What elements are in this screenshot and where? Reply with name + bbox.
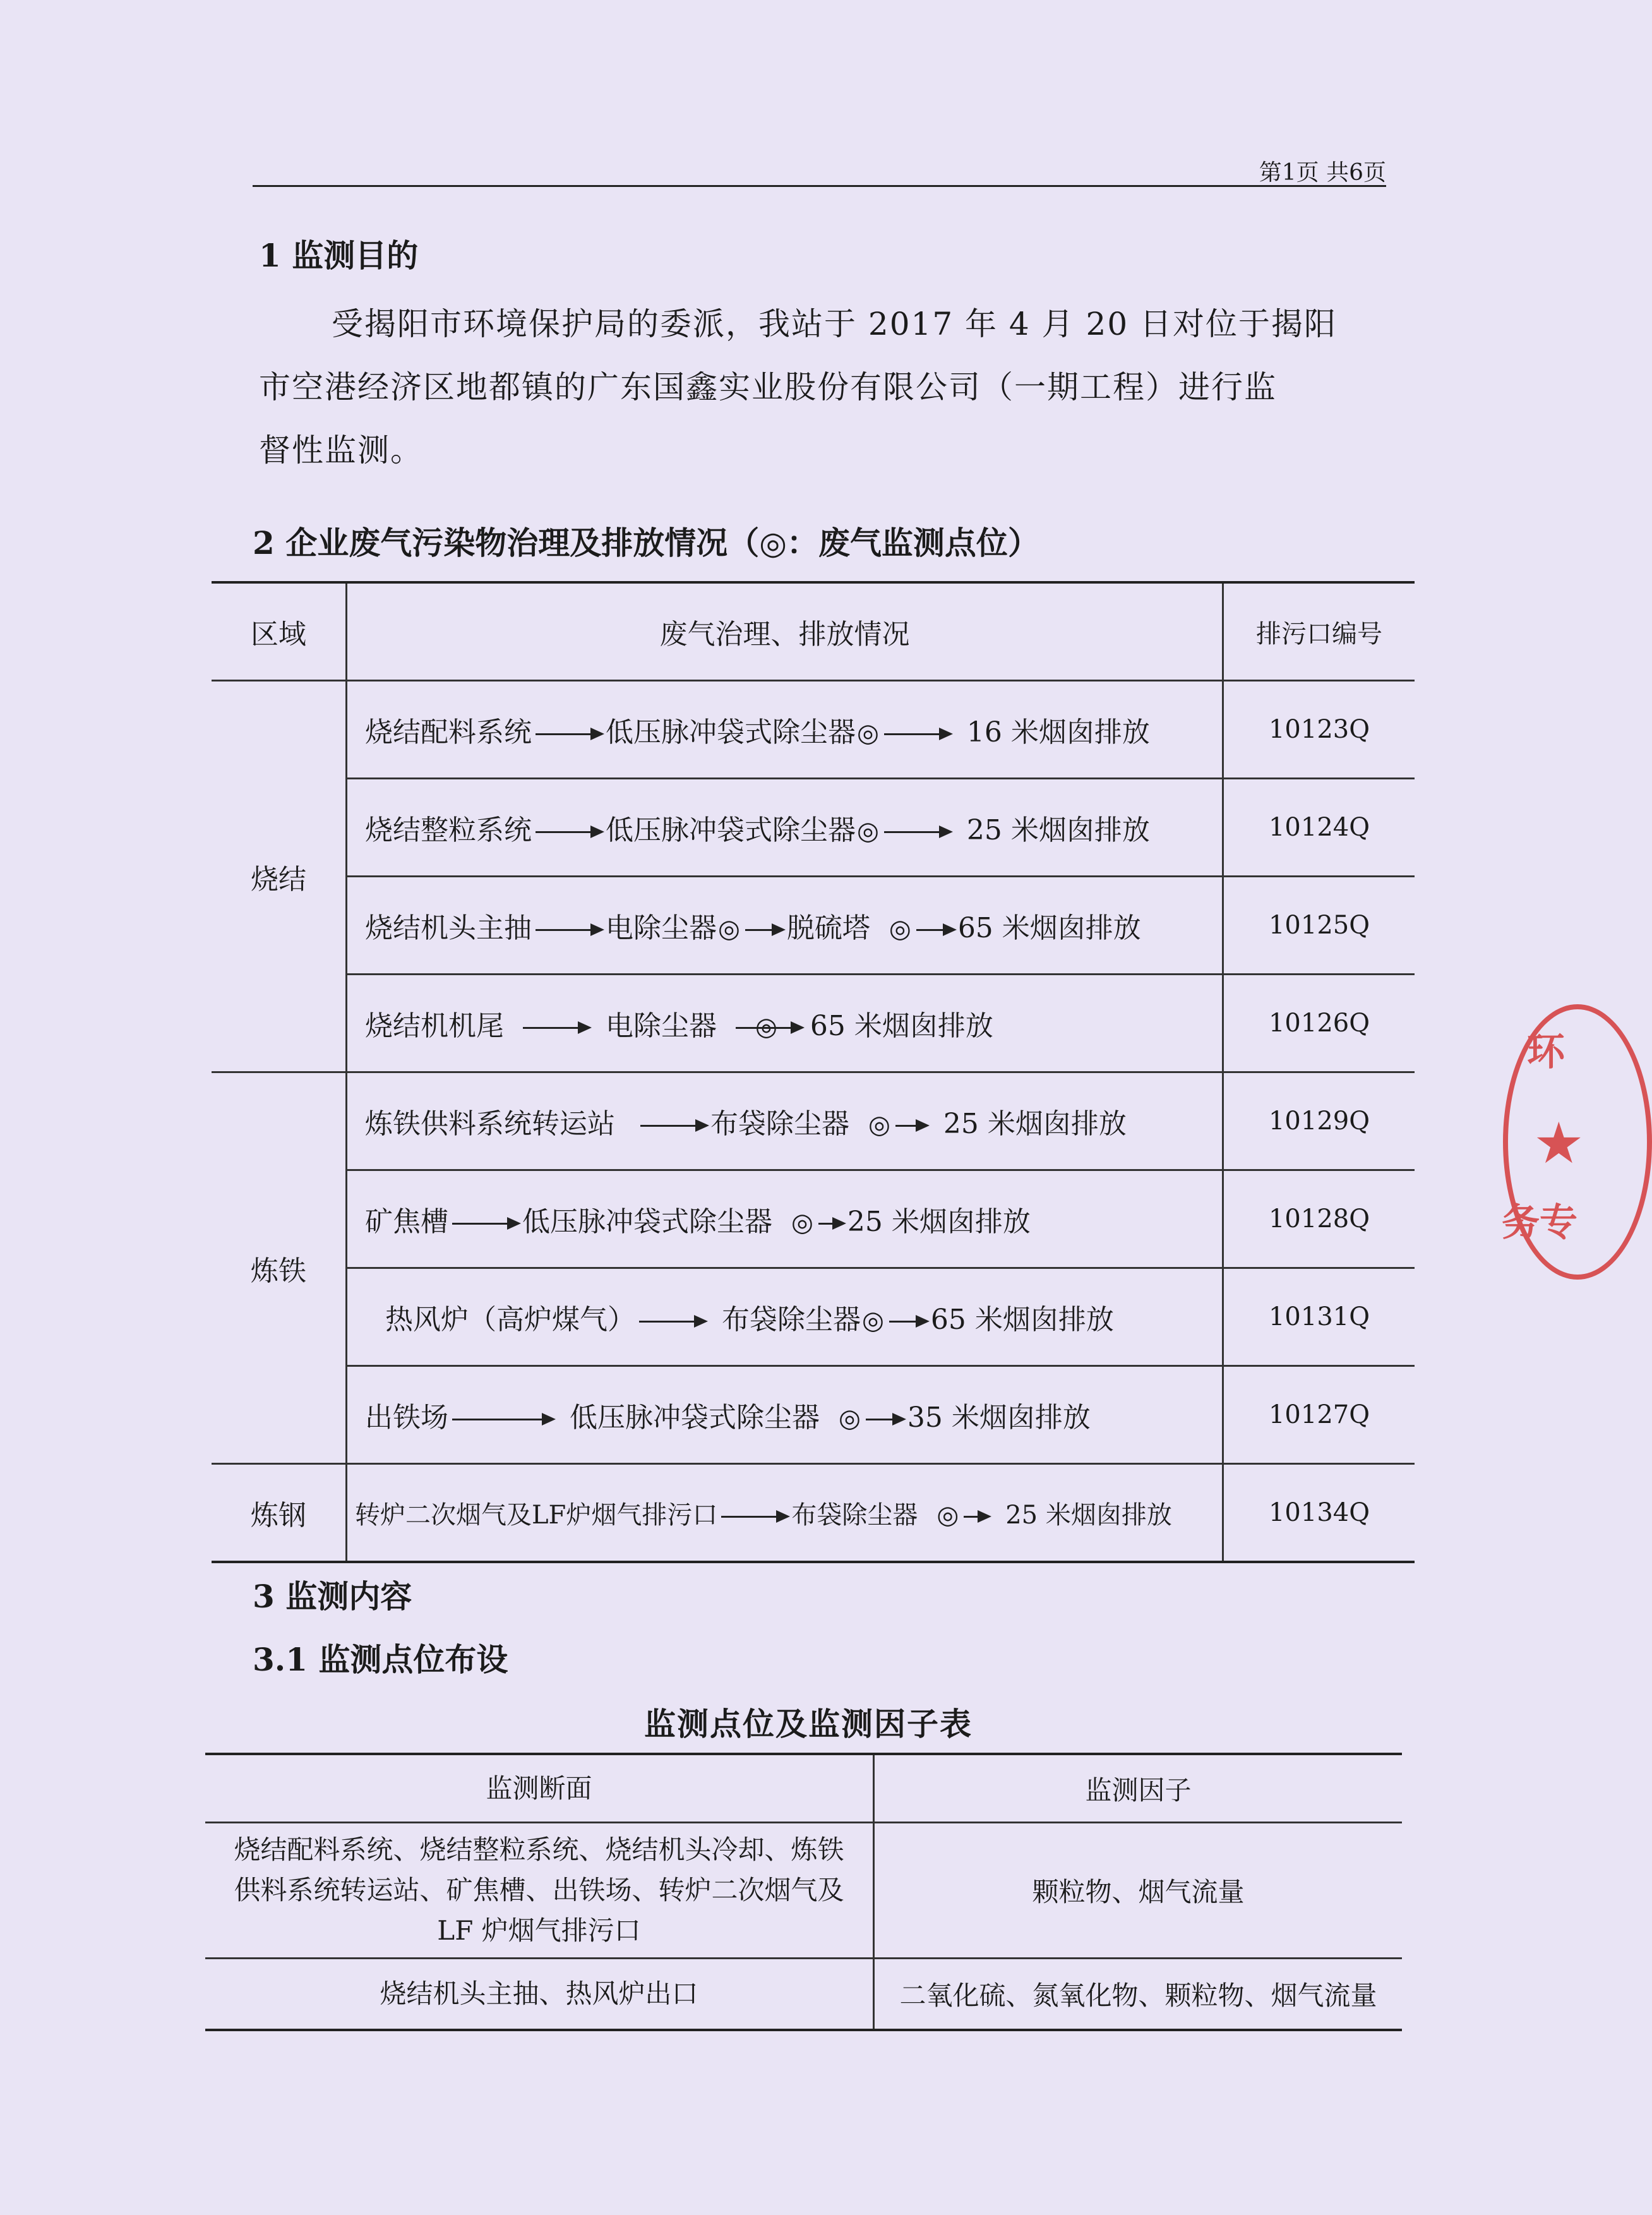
emission-table (212, 581, 1415, 1563)
paragraph-line: 受揭阳市环境保护局的委派，我站于 2017 年 4 月 20 日对位于揭阳 (332, 306, 1338, 342)
paragraph-line: 市空港经济区地都镇的广东国鑫实业股份有限公司（一期工程）进行监 (259, 369, 1277, 405)
code-cell: 10131Q (1223, 1268, 1415, 1366)
treatment-label: 布袋除尘器 (722, 1304, 861, 1336)
section3-heading: 3 监测内容 (253, 1578, 412, 1615)
factors-cell: 二氧化硫、氮氧化物、颗粒物、烟气流量 (874, 1959, 1403, 2031)
arrow-icon (916, 929, 954, 931)
cell-line: LF 炉烟气排污口 (437, 1915, 641, 1946)
table-header-row (205, 1754, 1402, 1823)
arrow-icon (736, 1027, 802, 1029)
code-cell: 10124Q (1223, 779, 1415, 877)
process-cell (347, 779, 1223, 877)
table-row (205, 1959, 1402, 2031)
stack-label: 25 米烟囱排放 (943, 1108, 1127, 1140)
section1-paragraph (259, 292, 1396, 482)
arrow-icon (884, 733, 950, 735)
monitor-point-icon: ◎ (857, 719, 879, 748)
monitor-point-icon: ◎ (937, 1500, 959, 1530)
seal-star-icon: ★ (1533, 1110, 1584, 1177)
arrow-icon (721, 1516, 787, 1518)
section2-heading: 2 企业废气污染物治理及排放情况（◎：废气监测点位） (253, 524, 1039, 561)
source-label: 烧结机头主抽 (365, 912, 532, 944)
cell-line: 供料系统转运站、矿焦槽、出铁场、转炉二次烟气及 (234, 1875, 844, 1906)
area-cell: 炼钢 (212, 1464, 347, 1563)
arrow-icon (523, 1027, 589, 1029)
section-cell (205, 1823, 874, 1959)
arrow-icon (745, 929, 783, 931)
arrow-icon (452, 1419, 553, 1420)
header-rule (253, 185, 1386, 187)
process-cell (347, 877, 1223, 975)
header-factors: 监测因子 (874, 1754, 1403, 1823)
section3-1-heading: 3.1 监测点位布设 (253, 1641, 508, 1678)
process-cell (347, 1170, 1223, 1268)
source-label: 烧结配料系统 (365, 716, 532, 748)
monitor-point-icon: ◎ (889, 915, 911, 944)
treatment-label: 布袋除尘器 (791, 1500, 918, 1530)
process-cell (347, 975, 1223, 1072)
table-row (212, 1268, 1415, 1366)
monitor-point-icon: ◎ (839, 1404, 861, 1433)
source-label: 出铁场 (365, 1402, 448, 1434)
seal-text-top: 环 (1527, 1030, 1565, 1074)
header-code: 排污口编号 (1223, 582, 1415, 681)
process-cell (347, 681, 1223, 779)
monitor-table (205, 1753, 1402, 2031)
header-description: 废气治理、排放情况 (347, 582, 1223, 681)
code-cell: 10125Q (1223, 877, 1415, 975)
arrow-icon (536, 929, 602, 931)
stack-label: 65 米烟囱排放 (930, 1304, 1114, 1336)
treatment-label: 低压脉冲袋式除尘器 (522, 1206, 772, 1238)
code-cell: 10129Q (1223, 1072, 1415, 1170)
area-cell: 炼铁 (212, 1072, 347, 1464)
table-row (212, 975, 1415, 1072)
source-label: 矿焦槽 (365, 1206, 448, 1238)
paragraph-line: 督性监测。 (259, 432, 423, 469)
table-row (212, 877, 1415, 975)
source-label: 烧结机机尾 (365, 1010, 504, 1042)
arrow-icon (964, 1516, 989, 1518)
stack-label: 25 米烟囱排放 (1005, 1500, 1172, 1530)
process-cell (347, 1268, 1223, 1366)
treatment-label: 低压脉冲袋式除尘器 (570, 1402, 820, 1434)
arrow-icon (452, 1223, 518, 1225)
monitor-point-icon: ◎ (791, 1208, 813, 1237)
arrow-icon (884, 831, 950, 833)
monitor-point-icon: ◎ (862, 1306, 884, 1335)
factors-cell: 颗粒物、烟气流量 (874, 1823, 1403, 1959)
monitor-point-icon: ◎ (718, 915, 740, 944)
arrow-icon (640, 1125, 707, 1127)
cell-line: 烧结配料系统、烧结整粒系统、烧结机头冷却、炼铁 (234, 1834, 844, 1865)
stack-label: 16 米烟囱排放 (966, 716, 1150, 748)
source-label: 热风炉（高炉煤气） (385, 1304, 635, 1336)
table-row (212, 681, 1415, 779)
stack-label: 65 米烟囱排放 (810, 1010, 993, 1042)
official-seal (1503, 1004, 1652, 1280)
source-label: 转炉二次烟气及LF炉烟气排污口 (355, 1500, 718, 1530)
code-cell: 10128Q (1223, 1170, 1415, 1268)
arrow-icon (895, 1125, 927, 1127)
arrow-icon (536, 733, 602, 735)
treatment-label: 布袋除尘器 (710, 1108, 849, 1140)
process-cell (347, 1072, 1223, 1170)
section1-heading: 1 监测目的 (259, 237, 419, 274)
stack-label: 25 米烟囱排放 (847, 1206, 1031, 1238)
treatment-label: 低压脉冲袋式除尘器 (606, 814, 856, 846)
cell-line: 烧结机头主抽、热风炉出口 (380, 1978, 698, 2009)
table-row (212, 1464, 1415, 1563)
monitor-point-icon: ◎ (868, 1110, 890, 1139)
area-cell: 烧结 (212, 681, 347, 1072)
arrow-icon (866, 1419, 904, 1420)
monitor-point-icon: ◎ (857, 817, 879, 846)
treatment-label: 电除尘器 (606, 912, 717, 944)
source-label: 烧结整粒系统 (365, 814, 532, 846)
monitor-table-title: 监测点位及监测因子表 (644, 1705, 973, 1743)
stack-label: 65 米烟囱排放 (957, 912, 1141, 944)
treatment-label: 低压脉冲袋式除尘器 (606, 716, 856, 748)
table-row (205, 1823, 1402, 1959)
table-row (212, 1072, 1415, 1170)
code-cell: 10123Q (1223, 681, 1415, 779)
process-cell (347, 1366, 1223, 1464)
section-cell (205, 1959, 874, 2031)
header-area: 区域 (212, 582, 347, 681)
extra-treatment-label: 脱硫塔 (786, 912, 870, 944)
arrow-icon (639, 1321, 705, 1323)
table-row (212, 1170, 1415, 1268)
stack-label: 35 米烟囱排放 (907, 1402, 1091, 1434)
code-cell: 10127Q (1223, 1366, 1415, 1464)
seal-text-bottom: 务专 (1502, 1201, 1577, 1245)
arrow-icon (818, 1223, 844, 1225)
arrow-icon (889, 1321, 927, 1323)
code-cell: 10134Q (1223, 1464, 1415, 1563)
table-header-row (212, 582, 1415, 681)
arrow-icon (536, 831, 602, 833)
treatment-label: 电除尘器 (606, 1010, 717, 1042)
code-cell: 10126Q (1223, 975, 1415, 1072)
table-row (212, 1366, 1415, 1464)
table-row (212, 779, 1415, 877)
stack-label: 25 米烟囱排放 (966, 814, 1150, 846)
process-cell (347, 1464, 1223, 1563)
page-indicator: 第1页 共6页 (1259, 160, 1386, 186)
header-section: 监测断面 (205, 1754, 874, 1823)
source-label: 炼铁供料系统转运站 (365, 1108, 615, 1140)
monitor-point-icon: ◎ (755, 1012, 777, 1041)
